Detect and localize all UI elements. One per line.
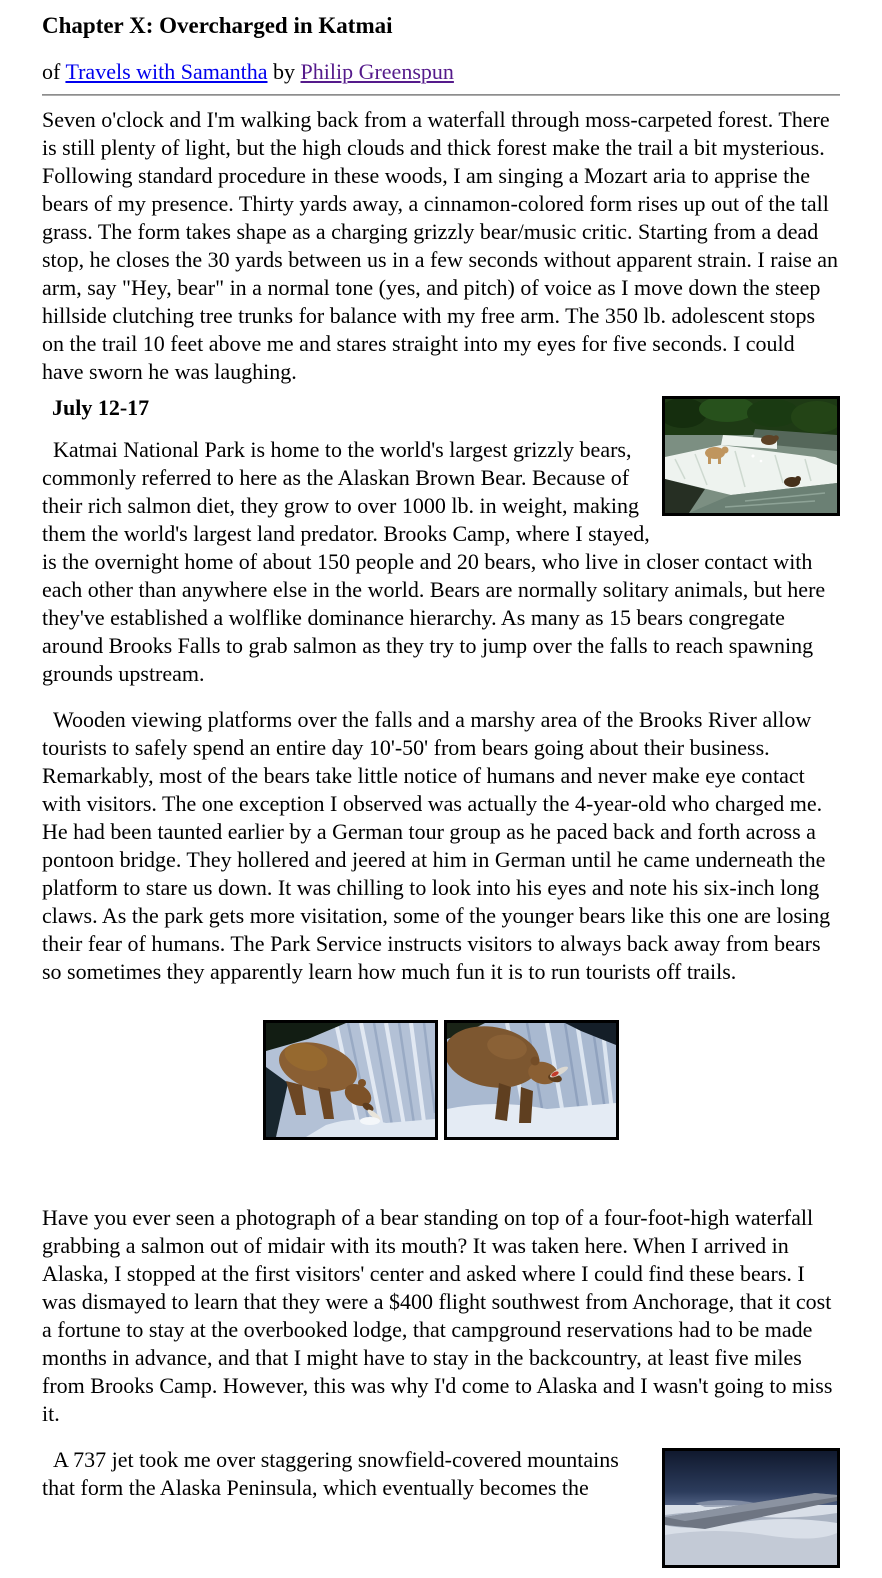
section-july-12-17 [42, 394, 840, 688]
photo-bear-catching-salmon-1-icon [263, 1020, 438, 1140]
photo-bear-catching-salmon-2-icon [444, 1020, 619, 1140]
divider [42, 94, 840, 96]
book-link[interactable]: Travels with Samantha [65, 59, 268, 84]
section-heading: July 12-17 [52, 395, 150, 420]
intro-paragraph: Seven o'clock and I'm walking back from a waterfall through moss-carpeted forest. There is still plenty of light, but the high clouds and thick forest make the trail a bit mysterious. Following standard procedure in these woods, I am singing a Mozart aria to apprise the bears of my presence. Thirty yards away, a cinnamon-colored form rises up out of the tall grass. The form takes shape as a charging grizzly bear/music critic. Starting from a dead stop, he closes the 30 yards between us in a few seconds without apparent strain. I raise an arm, say "Hey, bear" in a normal tone (yes, and pitch) of voice as I move down the steep hillside clutching tree trunks for balance with my free arm. The 350 lb. adolescent stops on the trail 10 feet above me and stares straight into my eyes for five seconds. I could have sworn he was laughing. [42, 107, 839, 384]
photo-row [42, 1020, 840, 1140]
author-link[interactable]: Philip Greenspun [300, 59, 454, 84]
article-page [0, 12, 882, 1502]
photo-question-paragraph: Have you ever seen a photograph of a bear standing on top of a four-foot-high waterfall grabbing a salmon out of midair with its mouth? It was taken here. When I arrived in Alaska, I stopped at the first visitors' center and asked where I could find these bears. I was dismayed to learn that they were a $400 flight southwest from Anchorage, that it cost a fortune to stay at the overbooked lodge, that campground reservations had to be made months in advance, and that I might have to stay in the backcountry, at least five miles from Brooks Camp. However, this was why I'd come to Alaska and I wasn't going to miss it. [42, 1205, 833, 1426]
page-title: Chapter X: Overcharged in Katmai [42, 13, 393, 38]
byline [42, 58, 840, 86]
katmai-paragraph: Katmai National Park is home to the world's largest grizzly bears, commonly referred to here as the Alaskan Brown Bear. Because of their rich salmon diet, they grow to over 1000 lb. in weight, making them the world's largest land predator. Brooks Camp, where I stayed, is the overnight home of about 150 people and 20 bears, who live in closer contact with each other than anywhere else in the world. Bears are normally solitary animals, but here they've established a wolflike dominance hierarchy. As many as 15 bears congregate around Brooks Falls to grab salmon as they try to jump over the falls to reach spawning grounds upstream. [42, 437, 826, 686]
platforms-paragraph: Wooden viewing platforms over the falls and a marshy area of the Brooks River allow tourists to safely spend an entire day 10'-50' from bears going about their business. Remarkably, most of the bears take little notice of humans and never make eye contact with visitors. The one exception I observed was actually the 4-year-old who charged me. He had been taunted earlier by a German tour group as he paced back and forth across a pontoon bridge. They hollered and jeered at him in German until he came underneath the platform to stare us down. It was chilling to look into his eyes and note his six-inch long claws. As the park gets more visitation, some of the younger bears like this one are losing their fear of humans. The Park Service instructs visitors to always back away from bears so sometimes they apparently learn how much fun it is to run tourists off trails. [42, 707, 831, 984]
photo-bears-at-brooks-falls-icon [662, 396, 840, 516]
section-flight [42, 1446, 840, 1502]
jet-paragraph: A 737 jet took me over staggering snowfield-covered mountains that form the Alaska Peninsula, which eventually becomes the [42, 1447, 619, 1500]
byline-connector: by [273, 59, 295, 84]
photo-jet-wing-snowfields-icon [662, 1448, 840, 1568]
byline-prefix: of [42, 59, 61, 84]
